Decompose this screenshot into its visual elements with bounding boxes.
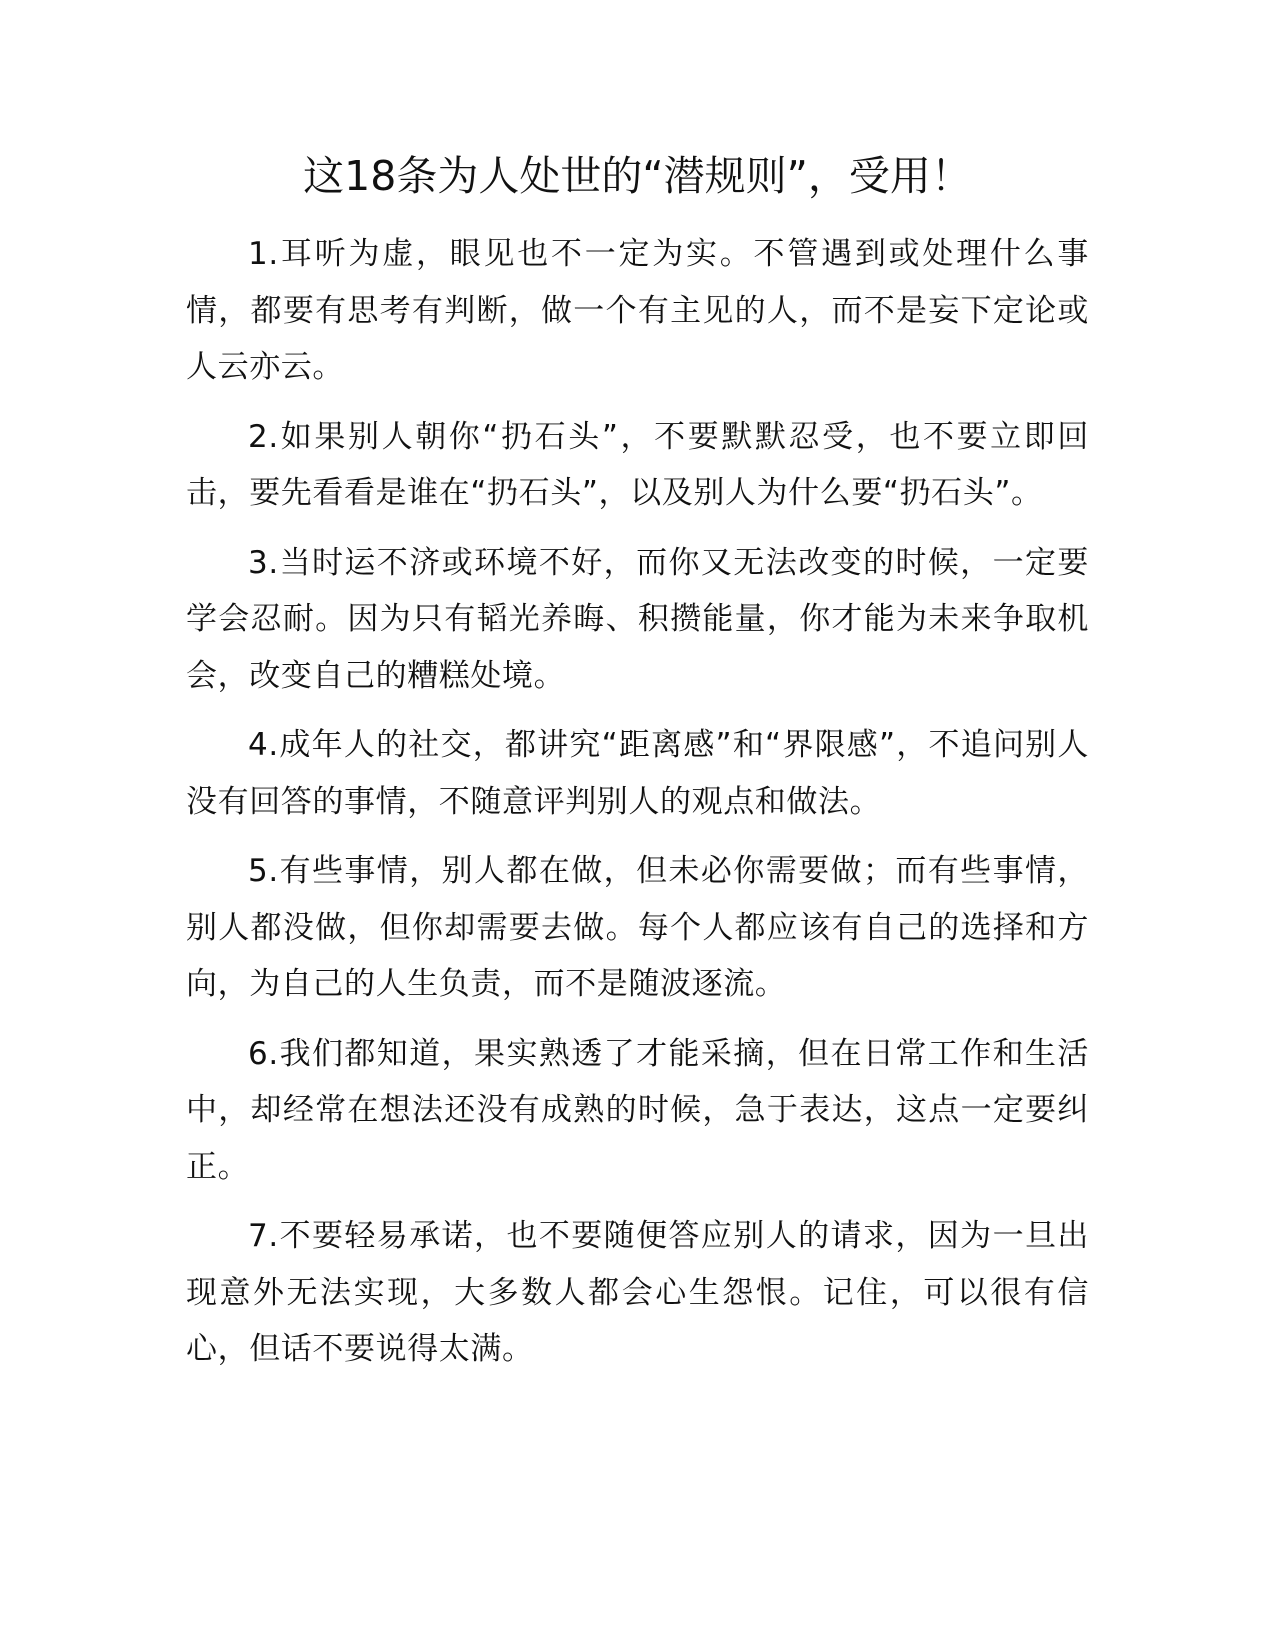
paragraph-6: 6.我们都知道，果实熟透了才能采摘，但在日常工作和生活中，却经常在想法还没有成熟的时候，急于表达，这点一定要纠正。 bbox=[186, 1035, 1089, 1185]
paragraph-5: 5.有些事情，别人都在做，但未必你需要做；而有些事情，别人都没做，但你却需要去做。每个人都应该有自己的选择和方向，为自己的人生负责，而不是随波逐流。 bbox=[186, 853, 1089, 1002]
document-title: 这18条为人处世的“潜规则”，受用！ bbox=[303, 152, 972, 200]
paragraph-2: 2.如果别人朝你“扔石头”，不要默默忍受，也不要立即回击，要先看看是谁在“扔石头”，以及别人为什么要“扔石头”。 bbox=[186, 418, 1089, 511]
paragraph-1: 1.耳听为虚，眼见也不一定为实。不管遇到或处理什么事情，都要有思考有判断，做一个有主见的人，而不是妄下定论或人云亦云。 bbox=[186, 236, 1089, 385]
paragraph-7: 7.不要轻易承诺，也不要随便答应别人的请求，因为一旦出现意外无法实现，大多数人都会心生怨恨。记住，可以很有信心，但话不要说得太满。 bbox=[186, 1218, 1089, 1367]
document-body bbox=[186, 226, 1089, 1391]
paragraph-3: 3.当时运不济或环境不好，而你又无法改变的时候，一定要学会忍耐。因为只有韬光养晦、积攒能量，你才能为未来争取机会，改变自己的糟糕处境。 bbox=[186, 544, 1089, 694]
paragraph-4: 4.成年人的社交，都讲究“距离感”和“界限感”，不追问别人没有回答的事情，不随意评判别人的观点和做法。 bbox=[186, 727, 1089, 820]
